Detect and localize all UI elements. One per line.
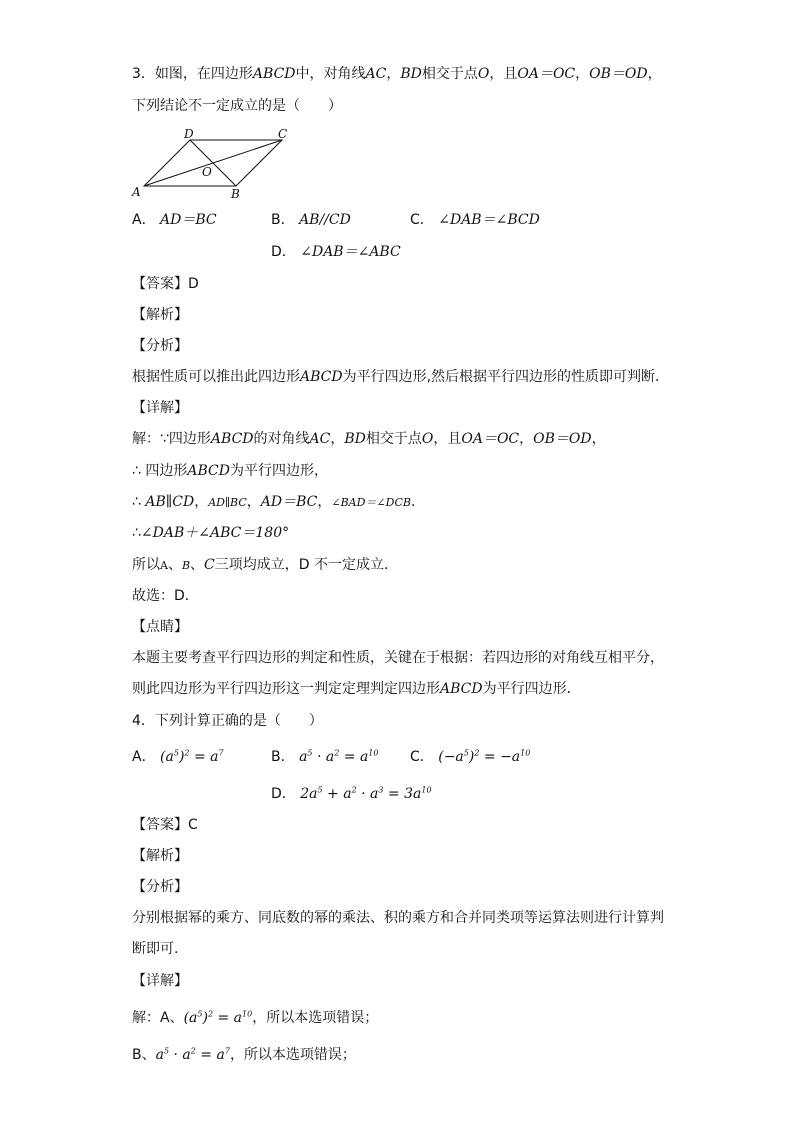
figure-lines: [144, 140, 282, 186]
q3-oa-eq-oc: OA＝OC: [517, 66, 576, 82]
q3-ac: AC: [365, 66, 387, 82]
text: 为平行四边形,然后根据平行四边形的性质即可判断．: [342, 369, 670, 385]
q3-comma: ，: [194, 494, 209, 510]
q3-comma: ，: [647, 66, 662, 82]
label-o: O: [202, 165, 212, 179]
q4-fenxi-tag: 【分析】: [132, 879, 188, 895]
answer-value: D: [188, 276, 199, 292]
expr-angle-sum: ∠DAB＋∠ABC＝180°: [140, 525, 290, 541]
q3-solution-line2: [132, 461, 328, 481]
q3-stem-line2: 下列结论不一定成立的是（ ）: [132, 98, 342, 114]
q4-jiexi-tag: 【解析】: [132, 848, 188, 864]
option-ref-a: A: [160, 559, 168, 572]
q4-option-b-expr: $a^5 \cdot a^2 = a^{10}$: [299, 748, 379, 765]
q3-abcd: ABCD: [300, 369, 343, 385]
q3-comma: ，: [317, 494, 332, 510]
q3-bd: BD: [344, 431, 366, 447]
option-label: A．: [132, 749, 156, 765]
option-label: C．: [410, 212, 434, 228]
text: 根据性质可以推出此四边形: [132, 369, 300, 385]
text: ，所以本选项错误；: [229, 1047, 356, 1063]
q3-dianjing-tag: 【点睛】: [132, 619, 188, 635]
therefore-symbol: ∴: [132, 463, 141, 479]
q3-answer: [132, 274, 199, 294]
option-label: A．: [132, 212, 156, 228]
q3-comma: ，: [386, 66, 401, 82]
label-b: B: [231, 187, 240, 201]
q3-comma: ，: [519, 431, 534, 447]
q3-solution-line4: [132, 523, 289, 543]
option-expr: AB//CD: [299, 212, 351, 228]
q3-ob-eq-od: OB＝OD: [533, 431, 592, 447]
text: ，且: [433, 431, 462, 447]
text: 四边形: [145, 463, 188, 479]
q3-oa-eq-oc: OA＝OC: [461, 431, 520, 447]
option-ref-c: C: [204, 557, 215, 573]
dun: 、: [167, 557, 182, 573]
q3-solution-line1: [132, 429, 606, 449]
option-ref-b: B: [181, 559, 191, 572]
option-label: C．: [410, 749, 434, 765]
q3-comma: ，: [246, 494, 261, 510]
text: 解：: [132, 431, 160, 447]
option-label: D．: [271, 786, 296, 802]
q3-stem-text: 3．如图，在四边形: [132, 66, 253, 82]
q3-stem-text: 中，对角线: [295, 66, 366, 82]
q4-solution-b-expr: $a^5 \cdot a^2 = a^7$: [155, 1046, 230, 1063]
text: 三项均成立，D 不一定成立．: [214, 557, 398, 573]
label-d: D: [184, 127, 194, 141]
q3-ac: AC: [309, 431, 331, 447]
expr-ad-parallel-bc: AD∥BC: [208, 496, 247, 509]
q4-solution-a: [132, 1008, 378, 1028]
option-label: D．: [271, 244, 296, 260]
q3-option-a: [132, 210, 217, 230]
q3-solution-line3: [132, 492, 425, 513]
text: 四边形: [168, 431, 211, 447]
period: ．: [410, 494, 425, 510]
option-label: B．: [271, 749, 295, 765]
q4-fenxi-line1: 分别根据幂的乘方、同底数的幂的乘法、积的乘方和合并同类项等运算法则进行计算判: [132, 910, 664, 926]
q3-solution-line5: [132, 555, 398, 576]
q4-option-c-expr: $(-a^5)^2 = -a^{10}$: [438, 748, 531, 765]
q3-bd: BD: [400, 66, 422, 82]
text: B、: [132, 1047, 156, 1063]
q3-fenxi-tag: 【分析】: [132, 338, 188, 354]
answer-tag: 【答案】: [132, 276, 188, 292]
q4-option-c: [410, 747, 530, 767]
q4-option-a-expr: $(a^5)^2 = a^7$: [160, 748, 224, 765]
q4-answer: [132, 815, 198, 835]
q4-option-d-expr: $2a^5 + a^2 \cdot a^3 = 3a^{10}$: [300, 785, 432, 802]
q3-comma: ，: [591, 431, 606, 447]
q3-ob-eq-od: OB＝OD: [589, 66, 648, 82]
answer-value: C: [188, 817, 198, 833]
because-symbol: ∵: [160, 431, 169, 447]
q3-xiangjie-tag: 【详解】: [132, 400, 188, 416]
text: ，所以本选项错误；: [252, 1010, 379, 1026]
parallelogram-figure: [130, 124, 300, 204]
q3-jiexi-tag: 【解析】: [132, 307, 188, 323]
text: 的对角线: [253, 431, 310, 447]
therefore-symbol: ∴: [132, 525, 141, 541]
label-a: A: [132, 185, 141, 199]
option-expr: ∠DAB＝∠ABC: [300, 244, 401, 260]
q3-option-b: [271, 210, 351, 230]
text: 为平行四边形．: [482, 681, 581, 697]
diagonal-bd: [190, 140, 236, 186]
q4-fenxi-line2: 断即可.: [132, 941, 179, 957]
q4-option-a: [132, 747, 224, 767]
therefore-symbol: ∴: [132, 494, 141, 510]
q4-solution-a-expr: $(a^5)^2 = a^{10}$: [183, 1009, 253, 1026]
q4-option-b: [271, 747, 378, 767]
text: 相交于点: [365, 431, 422, 447]
q3-fenxi-text: [132, 367, 669, 387]
q4-solution-b: [132, 1045, 356, 1065]
option-expr: ∠DAB＝∠BCD: [438, 212, 540, 228]
q3-abcd: ABCD: [252, 66, 296, 82]
q3-dianjing-line1: 本题主要考查平行四边形的判定和性质，关键在于根据：若四边形的对角线互相平分，: [132, 650, 664, 666]
q3-solution-line6: 故选：D．: [132, 588, 199, 604]
q3-stem-text: 相交于点: [421, 66, 478, 82]
option-label: B．: [271, 212, 295, 228]
expr-ad-eq-bc: AD＝BC: [260, 494, 318, 510]
text: 解：A、: [132, 1010, 184, 1026]
q3-abcd: ABCD: [440, 681, 483, 697]
option-expr: AD＝BC: [160, 212, 217, 228]
q3-o: O: [477, 66, 490, 82]
dun: 、: [190, 557, 205, 573]
q3-o: O: [421, 431, 434, 447]
q4-xiangjie-tag: 【详解】: [132, 973, 188, 989]
q4-option-d: [271, 784, 432, 804]
expr-ab-parallel-cd: AB∥CD: [145, 494, 195, 510]
text: 则此四边形为平行四边形这一判定定理判定四边形: [132, 681, 440, 697]
q3-stem-text: ，且: [489, 66, 518, 82]
q3-abcd: ABCD: [187, 463, 230, 479]
label-c: C: [278, 127, 288, 141]
q3-abcd: ABCD: [210, 431, 254, 447]
q3-dianjing-line2: [132, 679, 581, 699]
expr-angle-bad-eq-dcb: ∠BAD＝∠DCB: [331, 496, 411, 509]
q4-stem: 4．下列计算正确的是（ ）: [132, 713, 323, 729]
q3-option-c: [410, 210, 540, 230]
q3-stem-line1: [132, 64, 662, 84]
answer-tag: 【答案】: [132, 817, 188, 833]
q3-option-d: [271, 242, 401, 262]
q3-comma: ，: [575, 66, 590, 82]
q3-comma: ，: [330, 431, 345, 447]
text: 为平行四边形，: [229, 463, 328, 479]
text: 所以: [132, 557, 160, 573]
